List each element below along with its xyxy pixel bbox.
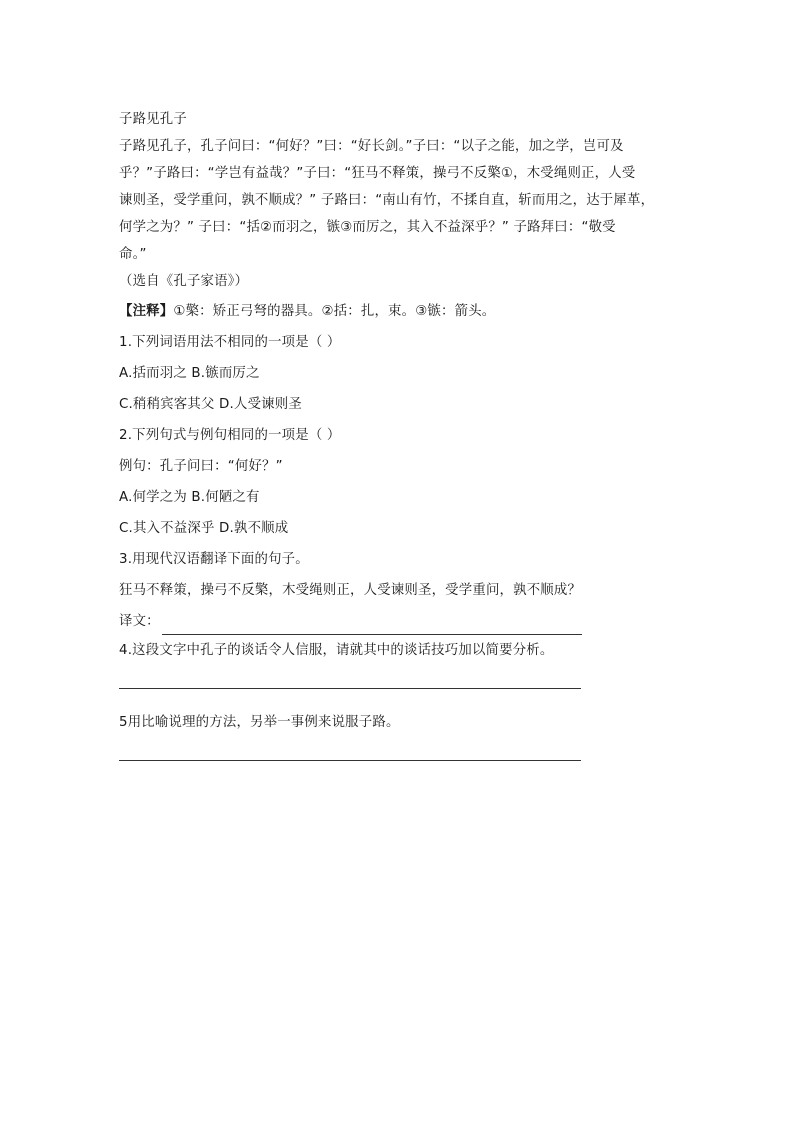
answer-label: 译文： — [119, 614, 160, 629]
passage-source: （选自《孔子家语》） — [119, 274, 249, 289]
passage-line: 谏则圣，受学重问，孰不顺成？” 子路曰：“南山有竹，不揉自直，斩而用之，达于犀革， — [119, 193, 655, 208]
question-2-options-ab: A.何学之为 B.何陋之有 — [119, 490, 260, 505]
annotation-text: ①檠：矫正弓弩的器具。②括：扎，束。③镞：箭头。 — [173, 304, 496, 319]
question-2-stem: 2.下列句式与例句相同的一项是（ ） — [119, 428, 341, 443]
question-3-sentence: 狂马不释策，操弓不反檠，木受绳则正，人受谏则圣，受学重问，孰不顺成？ — [119, 583, 582, 598]
question-5-stem: 5用比喻说理的方法，另举一事例来说服子路。 — [119, 715, 400, 730]
passage-title: 子路见孔子 — [119, 112, 187, 127]
annotation-label: 【注释】 — [119, 304, 174, 319]
passage-line: 命。” — [119, 247, 147, 262]
passage-line: 乎？”子路曰：“学岂有益哉？”子曰：“狂马不释策，操弓不反檠①，木受绳则正，人受 — [119, 166, 636, 181]
worksheet-content — [119, 106, 679, 761]
passage-text — [119, 133, 679, 268]
question-2-options-cd: C.其入不益深乎 D.孰不顺成 — [119, 521, 289, 536]
question-1-stem: 1.下列词语用法不相同的一项是（ ） — [119, 335, 341, 350]
question-3-stem: 3.用现代汉语翻译下面的句子。 — [119, 552, 309, 567]
question-1-options-cd: C.稍稍宾客其父 D.人受谏则圣 — [119, 397, 302, 412]
question-4-stem: 4.这段文字中孔子的谈话令人信服，请就其中的谈话技巧加以简要分析。 — [119, 643, 554, 658]
question-3-answer-row — [119, 606, 679, 635]
question-1-options-ab: A.括而羽之 B.镞而厉之 — [119, 366, 260, 381]
annotation — [119, 296, 679, 327]
question-2-example: 例句：孔子问曰：“何好？” — [119, 459, 283, 474]
passage-line: 何学之为？” 子曰：“括②而羽之，镞③而厉之，其入不益深乎？” 子路拜曰：“敬受 — [119, 220, 616, 235]
passage-line: 子路见孔子，孔子问曰：“何好？”曰：“好长剑。”子曰：“以子之能，加之学，岂可及 — [119, 139, 624, 154]
answer-line[interactable] — [119, 760, 581, 761]
answer-line[interactable] — [162, 620, 582, 635]
